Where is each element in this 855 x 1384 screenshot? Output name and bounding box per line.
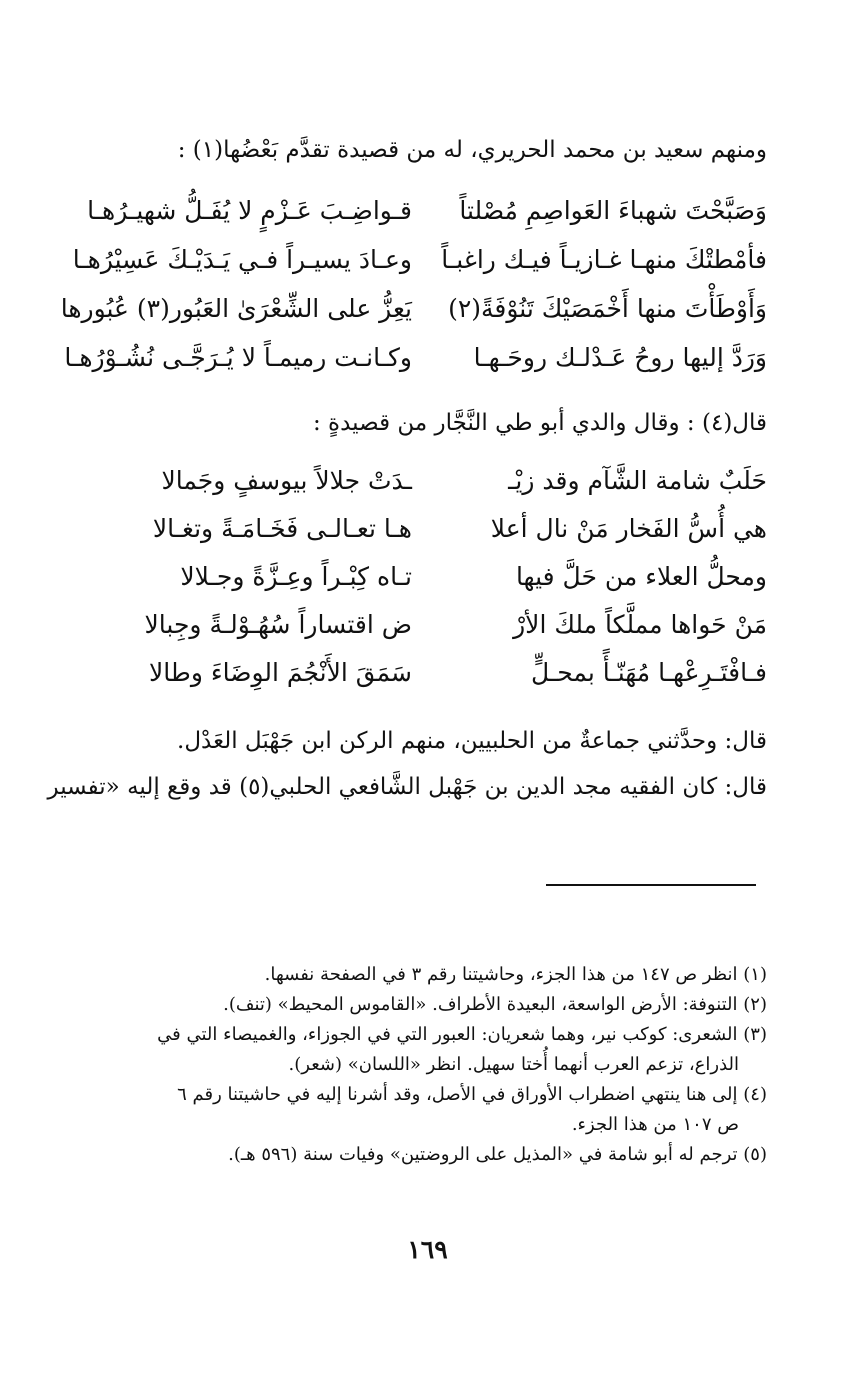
- footnote-continuation: ص ١٠٧ من هذا الجزء.: [571, 1114, 739, 1135]
- prose-line: قال: كان الفقيه مجد الدين بن جَهْبل الشَّافعي الحلبي(٥) قد وقع إليه «تفسير: [47, 774, 767, 800]
- verse-second-hemistich: وكـانـت رميمـاً لا يُـرَجَّـى نُشُـوْرُهـا: [64, 343, 412, 372]
- footnotes: [87, 960, 767, 1170]
- intro-line: ومنهم سعيد بن محمد الحريري، له من قصيدة تقدَّم بَعْضُها(١) :: [177, 137, 767, 163]
- verse-first-hemistich: وَصَبَّحْتَ شهباءَ العَواصِمِ مُصْلتاً: [459, 196, 767, 225]
- prose-line: قال: وحدَّثني جماعةٌ من الحلبيين، منهم الركن ابن جَهْبَل العَدْل.: [177, 728, 767, 754]
- verse: [77, 460, 767, 510]
- verse-second-hemistich: يَعِزُّ على الشِّعْرَىٰ العَبُور(٣) عُبُورها: [60, 294, 412, 323]
- footnote: (٢) التنوفة: الأرض الواسعة، البعيدة الأطراف. «القاموس المحيط» (تنف).: [223, 994, 767, 1015]
- footnote: (١) انظر ص ١٤٧ من هذا الجزء، وحاشيتنا رقم ٣ في الصفحة نفسها.: [264, 964, 767, 985]
- verse: [77, 652, 767, 702]
- verse-second-hemistich: ـدَتْ جلالاً بيوسفٍ وجَمالا: [161, 466, 412, 495]
- verse-first-hemistich: فأمْطتْكَ منهـا غـازيـاً فيـك راغبـاً: [441, 245, 767, 274]
- verse-second-hemistich: تـاه كِبْـراً وعِـزَّةً وجـلالا: [180, 562, 412, 591]
- footnote-continuation: الذراع، تزعم العرب أنهما أُختا سهيل. انظر «اللسان» (شعر).: [288, 1054, 739, 1075]
- verse: [77, 556, 767, 606]
- verse: [77, 604, 767, 654]
- footnote: (٤) إلى هنا ينتهي اضطراب الأوراق في الأصل، وقد أشرنا إليه في حاشيتنا رقم ٦: [177, 1084, 767, 1105]
- verse-second-hemistich: ض اقتساراً سُهُـوْلـةً وجِبالا: [144, 610, 412, 639]
- verse-first-hemistich: وَأَوْطَأْتَ منها أَخْمَصَيْكَ تَنُوْفَةً(٢): [448, 294, 767, 323]
- verse-second-hemistich: قـواضِـبَ عَـزْمٍ لا يُفَـلُّ شهيـرُهـا: [87, 196, 412, 225]
- footnote: (٣) الشعرى: كوكب نير، وهما شعريان: العبور التي في الجوزاء، والغميصاء التي في: [157, 1024, 767, 1045]
- verse: [64, 337, 767, 387]
- verse-second-hemistich: سَمَقَ الأَنْجُمَ الوِضَاءَ وطالا: [149, 658, 412, 687]
- verse: [77, 508, 767, 558]
- verse-first-hemistich: هي أُسُّ الفَخار مَنْ نال أعلا: [490, 514, 767, 543]
- verse-second-hemistich: هـا تعـالـى فَخَـامَـةً وتغـالا: [152, 514, 412, 543]
- verse-first-hemistich: فـافْتَـرِعْهـا مُهَنّـأً بمحـلٍّ: [531, 658, 767, 687]
- verse: [60, 288, 767, 338]
- verse-second-hemistich: وعـادَ يسيـراً فـي يَـدَيْـكَ عَسِيْرُهـا: [72, 245, 412, 274]
- footnote: (٥) ترجم له أبو شامة في «المذيل على الروضتين» وفيات سنة (٥٩٦ هـ).: [228, 1144, 767, 1165]
- verse: [72, 239, 767, 289]
- verse-first-hemistich: حَلَبٌ شامة الشَّآم وقد زيْـ: [508, 466, 767, 495]
- verse: [77, 190, 767, 240]
- verse-first-hemistich: ومحلُّ العلاء من حَلَّ فيها: [515, 562, 767, 591]
- footnote-separator: [546, 884, 756, 886]
- page-number: ١٦٩: [407, 1235, 448, 1264]
- verse-first-hemistich: وَرَدَّ إليها روحُ عَـدْلـك روحَـهـا: [473, 343, 767, 372]
- qal-heading: قال(٤) : وقال والدي أبو طي النَّجَّار من قصيدةٍ :: [313, 410, 767, 436]
- verse-first-hemistich: مَنْ حَواها مملَّكاً ملكَ الأرْ: [513, 610, 767, 639]
